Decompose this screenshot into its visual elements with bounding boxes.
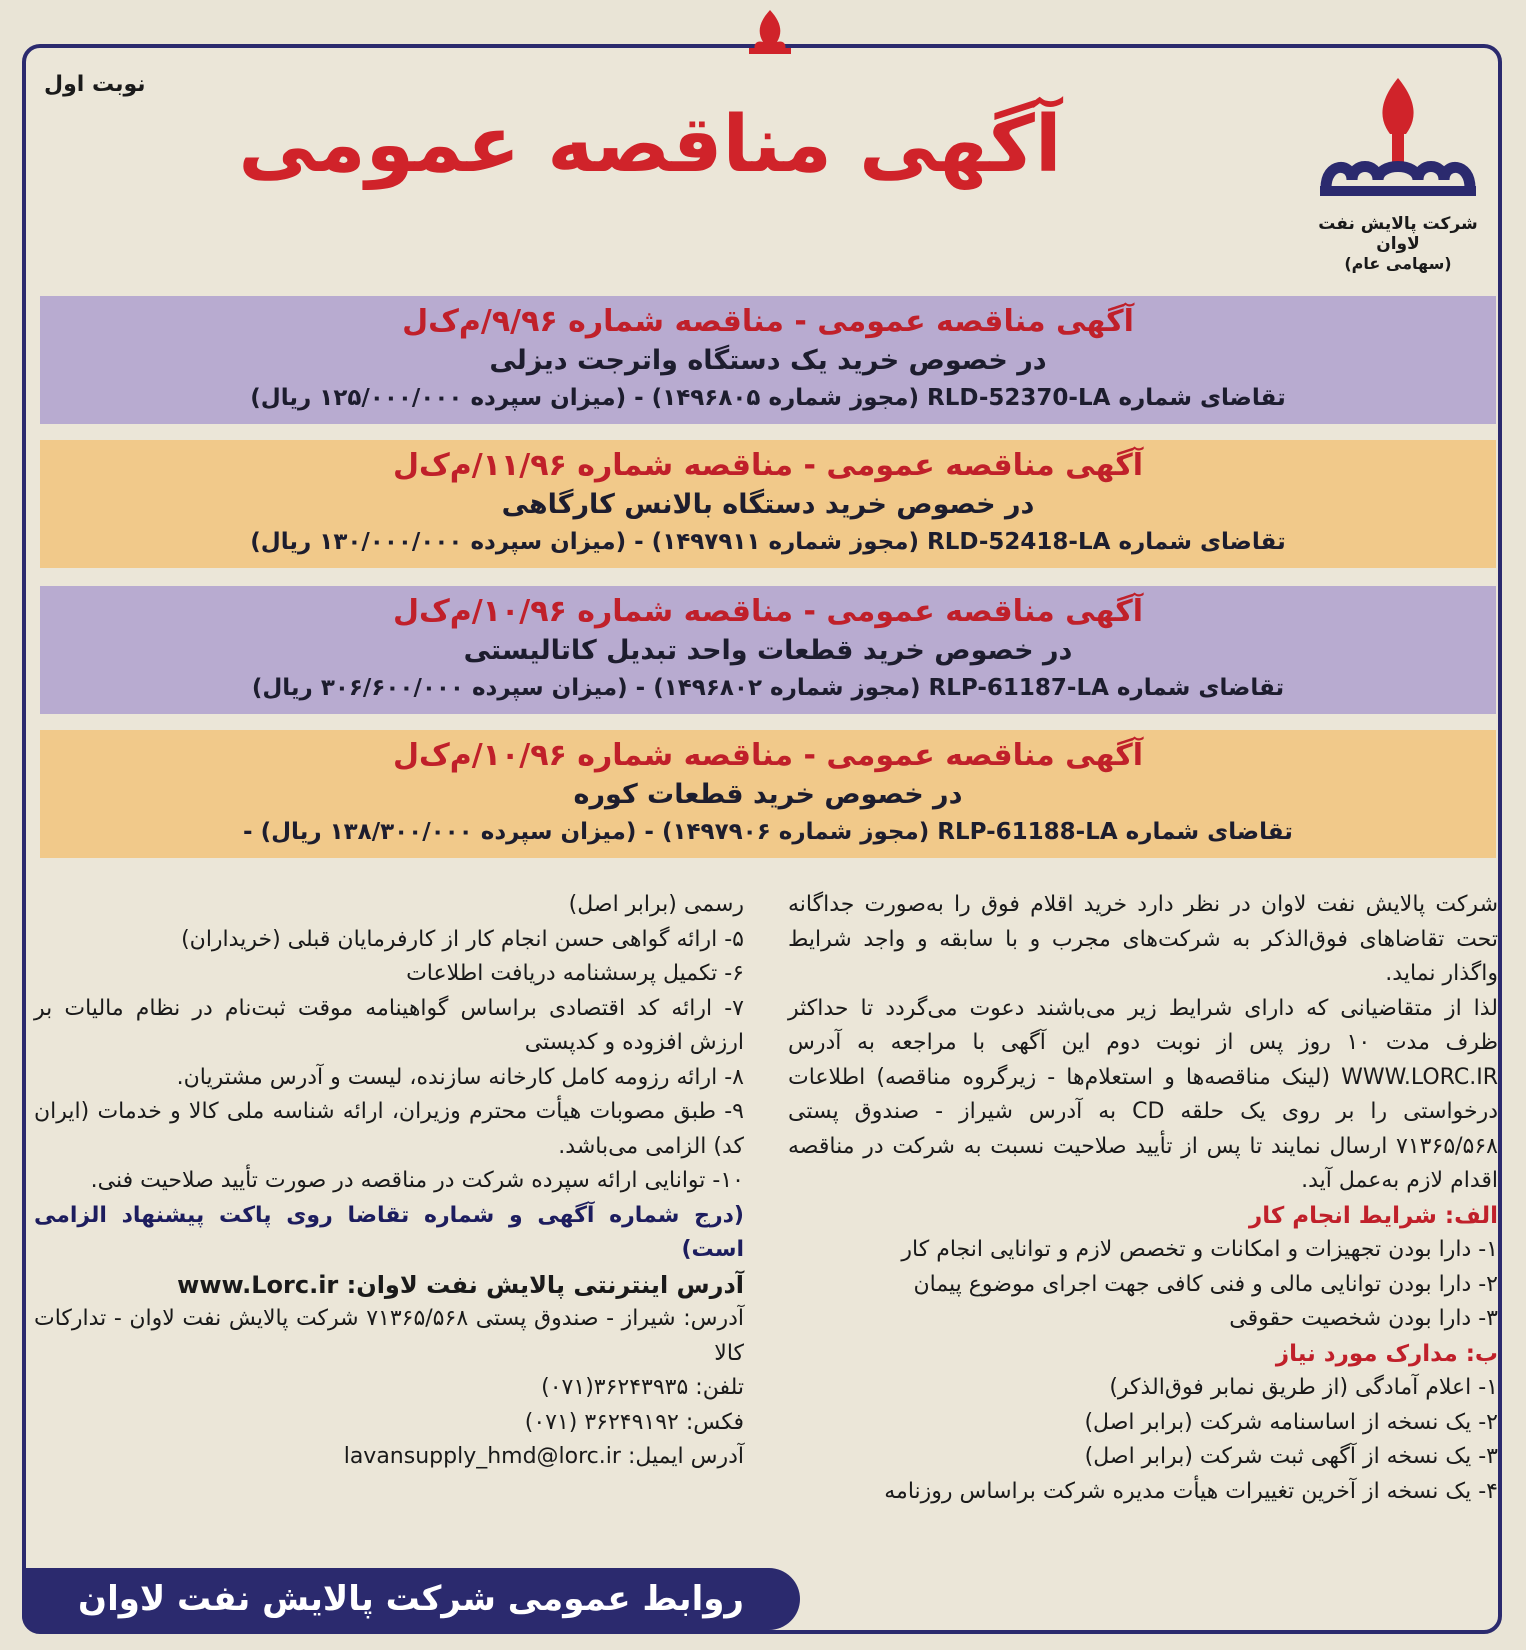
intro-paragraph: شرکت پالایش نفت لاوان در نظر دارد خرید اقلام فوق را به‌صورت جداگانه تحت تقاضاهای فوق‌الذکر به شرکت‌های مجرب و با سابقه و واجد شرایط واگذار نماید. bbox=[788, 892, 1498, 986]
company-type: (سهامی عام) bbox=[1344, 254, 1452, 273]
flame-icon bbox=[735, 8, 805, 58]
list-item: ۱- دارا بودن تجهیزات و امکانات و تخصص لازم و توانایی انجام کار bbox=[901, 1237, 1498, 1262]
phone-number: تلفن: ۳۶۲۴۳۹۳۵(۰۷۱) bbox=[541, 1375, 744, 1400]
list-item: ۶- تکمیل پرسشنامه دریافت اطلاعات bbox=[406, 961, 744, 986]
invite-paragraph: لذا از متقاضیانی که دارای شرایط زیر می‌باشند دعوت می‌گردد تا حداکثر ظرف مدت ۱۰ روز پس از نوبت دوم این آگهی با مراجعه به آدرس WWW.LORC.IR (لینک مناقصه‌ها و استعلام‌ها - زیرگروه مناقصه) اطلاعات درخواستی را بر روی یک حلقه CD به آدرس شیراز - صندوق پستی ۷۱۳۶۵/۵۶۸ ارسال نمایند تا پس از تأیید صلاحیت نسبت به شرکت در مناقصه اقدام لازم به‌عمل آید. bbox=[788, 995, 1499, 1193]
section-a-heading: الف: شرایط انجام کار bbox=[1248, 1202, 1498, 1229]
list-item: ۱- اعلام آمادگی (از طریق نمابر فوق‌الذکر) bbox=[1109, 1375, 1498, 1400]
body-column-right bbox=[788, 888, 1498, 1509]
postal-address: آدرس: شیراز - صندوق پستی ۷۱۳۶۵/۵۶۸ شرکت پالایش نفت لاوان - تدارکات کالا bbox=[34, 1306, 744, 1366]
tender-block-2 bbox=[40, 440, 1496, 568]
list-item: ۵- ارائه گواهی حسن انجام کار از کارفرمایان قبلی (خریداران) bbox=[181, 926, 744, 952]
list-item: ۲- یک نسخه از اساسنامه شرکت (برابر اصل) bbox=[1084, 1409, 1498, 1435]
oil-company-flame-logo-icon bbox=[1308, 70, 1488, 210]
list-item: ۷- ارائه کد اقتصادی براساس گواهینامه موقت ثبت‌نام در نظام مالیات بر ارزش افزوده و کدپستی bbox=[34, 995, 744, 1055]
email-link[interactable]: lavansupply_hmd@lorc.ir bbox=[343, 1444, 621, 1469]
tender-request: تقاضای شماره RLD-52418-LA (مجوز شماره ۱۴۹۷۹۱۱) - (میزان سپرده ۱۳۰/۰۰۰/۰۰۰ ریال) bbox=[250, 529, 1286, 555]
list-item: ۲- دارا بودن توانایی مالی و فنی کافی جهت اجرای موضوع پیمان bbox=[913, 1271, 1498, 1297]
tender-subject: در خصوص خرید دستگاه بالانس کارگاهی bbox=[501, 489, 1035, 520]
list-item: ۸- ارائه رزومه کامل کارخانه سازنده، لیست و آدرس مشتریان. bbox=[176, 1064, 744, 1090]
tender-subject: در خصوص خرید قطعات واحد تبدیل کاتالیستی bbox=[463, 635, 1073, 666]
footer-band: روابط عمومی شرکت پالایش نفت لاوان bbox=[22, 1568, 800, 1630]
list-item: ۳- دارا بودن شخصیت حقوقی bbox=[1229, 1306, 1498, 1331]
company-logo bbox=[1298, 70, 1498, 273]
list-item: ۱۰- توانایی ارائه سپرده شرکت در مناقصه در صورت تأیید صلاحیت فنی. bbox=[90, 1168, 744, 1193]
tender-subject: در خصوص خرید یک دستگاه واترجت دیزلی bbox=[489, 345, 1047, 376]
website-link[interactable]: www.Lorc.ir bbox=[177, 1270, 339, 1299]
fax-number: فکس: ۳۶۲۴۹۱۹۲ (۰۷۱) bbox=[524, 1409, 744, 1435]
tender-block-1 bbox=[40, 296, 1496, 424]
tender-block-4 bbox=[40, 730, 1496, 858]
list-item: ۴- یک نسخه از آخرین تغییرات هیأت مدیره شرکت براساس روزنامه bbox=[884, 1478, 1498, 1504]
website-label: آدرس اینترنتی پالایش نفت لاوان: bbox=[346, 1270, 744, 1299]
main-title: آگهی مناقصه عمومی bbox=[238, 100, 1062, 190]
tender-request: تقاضای شماره RLP-61188-LA (مجوز شماره ۱۴۹۷۹۰۶) - (میزان سپرده ۱۳۸/۳۰۰/۰۰۰ ریال) - bbox=[243, 819, 1293, 845]
tender-request: تقاضای شماره RLP-61187-LA (مجوز شماره ۱۴۹۶۸۰۲) - (میزان سپرده ۳۰۶/۶۰۰/۰۰۰ ریال) bbox=[251, 675, 1285, 701]
website-line bbox=[34, 1268, 744, 1303]
round-label: نوبت اول bbox=[44, 72, 146, 97]
list-item: ۳- یک نسخه از آگهی ثبت شرکت (برابر اصل) bbox=[1084, 1444, 1498, 1469]
tender-title: آگهی مناقصه عمومی - مناقصه شماره ۱۰/۹۶/م‌ک‌ل bbox=[392, 594, 1144, 629]
list-item-continued: رسمی (برابر اصل) bbox=[568, 892, 744, 917]
tender-title: آگهی مناقصه عمومی - مناقصه شماره ۹/۹۶/م‌ک‌ل bbox=[402, 304, 1134, 339]
email-label: آدرس ایمیل: bbox=[627, 1444, 744, 1469]
tender-block-3 bbox=[40, 586, 1496, 714]
tender-request: تقاضای شماره RLD-52370-LA (مجوز شماره ۱۴۹۶۸۰۵) - (میزان سپرده ۱۲۵/۰۰۰/۰۰۰ ریال) bbox=[250, 385, 1286, 411]
email-line bbox=[34, 1440, 744, 1475]
tender-title: آگهی مناقصه عمومی - مناقصه شماره ۱۰/۹۶/م‌ک‌ل bbox=[392, 738, 1144, 773]
list-item: ۹- طبق مصوبات هیأت محترم وزیران، ارائه شناسه ملی کالا و خدمات (ایران کد) الزامی می‌باشد. bbox=[34, 1099, 744, 1159]
body-column-left bbox=[34, 888, 744, 1475]
company-name: شرکت پالایش نفت لاوان bbox=[1318, 214, 1478, 254]
section-b-heading: ب: مدارک مورد نیاز bbox=[1275, 1340, 1498, 1367]
tender-title: آگهی مناقصه عمومی - مناقصه شماره ۱۱/۹۶/م‌ک‌ل bbox=[392, 448, 1144, 483]
envelope-notice: (درج شماره آگهی و شماره تقاضا روی پاکت پیشنهاد الزامی است) bbox=[34, 1202, 744, 1262]
tender-subject: در خصوص خرید قطعات کوره bbox=[573, 779, 963, 810]
